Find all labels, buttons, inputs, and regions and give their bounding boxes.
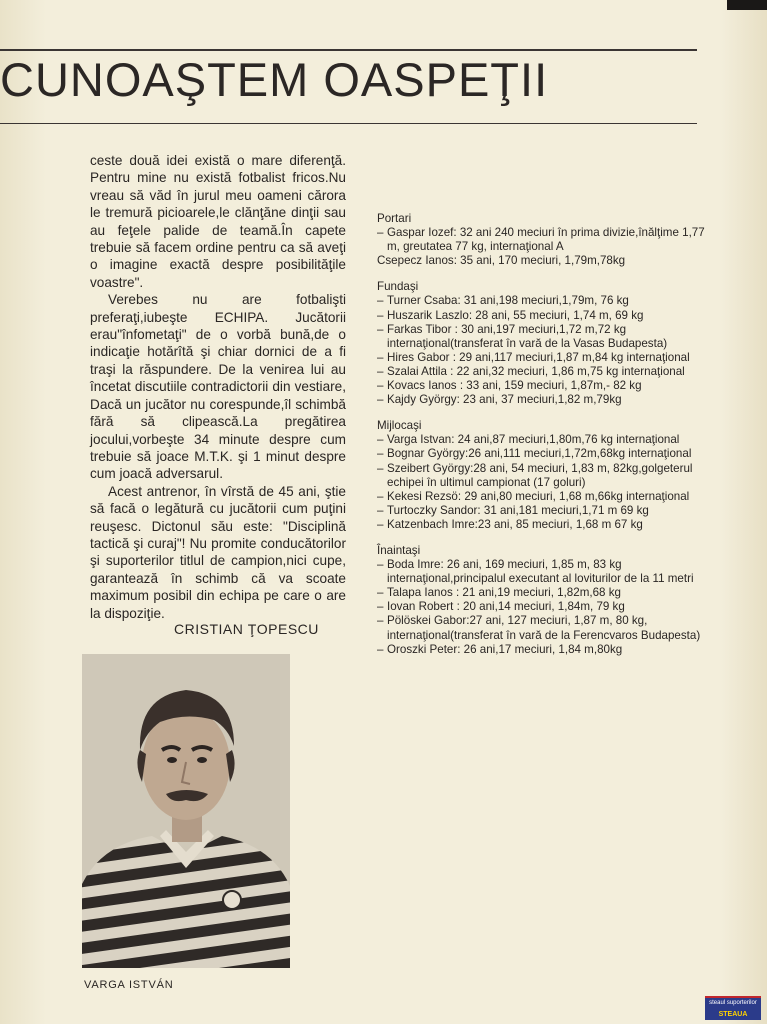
- roster-entry-text: Szalai Attila : 22 ani,32 meciuri, 1,86 m,75 kg internaţional: [387, 364, 685, 378]
- roster-entry-text: Oroszki Peter: 26 ani,17 meciuri, 1,84 m,80kg: [387, 642, 623, 656]
- player-photo: [82, 654, 290, 968]
- dash-icon: –: [377, 308, 384, 322]
- dash-icon: –: [377, 294, 384, 308]
- roster-entry-text: Bognar György:26 ani,111 meciuri,1,72m,68kg internaţional: [387, 447, 692, 461]
- article-paragraph: ceste două idei există o mare diferenţă. Pentru mine nu există fotbalist fricos.Nu vreau să văd în jurul meu oameni cărora le tremură picioarele,le clănţăne dinţii sau au feţele palide de teamă.În capete trebuie să facem ordine pentru ca să aveţi o imagine exactă despre posibilităţile voastre".: [90, 153, 346, 290]
- dash-icon: –: [377, 614, 384, 628]
- roster-entry-text: Gaspar Iozef: 32 ani 240 meciuri în prima divizie,înălţime 1,77 m, greutatea 77 kg, internaţional A: [387, 226, 705, 254]
- dash-icon: –: [377, 379, 384, 393]
- page-title: CUNOAŞTEM OASPEŢII: [0, 53, 549, 106]
- roster-entry-text: Varga Istvan: 24 ani,87 meciuri,1,80m,76 kg internaţional: [387, 433, 680, 447]
- roster-entry: [377, 643, 717, 657]
- roster-entry: [377, 294, 717, 308]
- photo-caption: VARGA ISTVÁN: [84, 979, 174, 991]
- dash-icon: –: [377, 489, 384, 503]
- roster-entry: [377, 309, 717, 323]
- roster-entry-text: Turtoczky Sandor: 31 ani,181 meciuri,1,71 m 69 kg: [387, 503, 649, 517]
- dash-icon: –: [377, 642, 384, 656]
- roster-entry: [377, 614, 717, 642]
- roster-entry-text: Hires Gabor : 29 ani,117 meciuri,1,87 m,84 kg internaţional: [387, 350, 690, 364]
- roster-section-goalkeepers: [377, 212, 717, 268]
- scan-edge: [727, 0, 767, 10]
- roster-entry: [377, 433, 717, 447]
- roster-entry: [377, 351, 717, 365]
- team-roster: [377, 212, 717, 669]
- roster-entry: [377, 558, 717, 586]
- roster-entry-text: Talapa Ianos : 21 ani,19 meciuri, 1,82m,68 kg: [387, 586, 621, 600]
- section-title: Mijlocaşi: [377, 419, 422, 433]
- watermark-line: steaul suporterilor: [709, 1000, 757, 1006]
- roster-entry-text: Csepecz Ianos: 35 ani, 170 meciuri, 1,79m,78kg: [377, 254, 626, 268]
- roster-entry: [377, 600, 717, 614]
- player-portrait-image: [82, 654, 290, 968]
- roster-entry-text: Kajdy György: 23 ani, 37 meciuri,1,82 m,79kg: [387, 393, 622, 407]
- roster-entry: [377, 393, 717, 407]
- roster-entry-text: Turner Csaba: 31 ani,198 meciuri,1,79m, 76 kg: [387, 294, 629, 308]
- dash-icon: –: [377, 503, 384, 517]
- roster-section-forwards: [377, 544, 717, 657]
- roster-entry-text: Farkas Tibor : 30 ani,197 meciuri,1,72 m,72 kg internaţional(transferat în vară de la Vasas Budapesta): [387, 322, 668, 350]
- article-body: [90, 152, 346, 622]
- article-paragraph: Acest antrenor, în vîrstă de 45 ani, ştie să facă o legătură cu jucătorii cum puţini reuşesc. Dictonul său este: "Disciplină tactică şi curaj"! Nu promite conducătorilor şi suporterilor titlul de campion,nici cupe, garantează în schimb că va scoate maximum posibil din echipa pe care o are la dispoziţie.: [90, 483, 346, 621]
- roster-entry-text: Iovan Robert : 20 ani,14 meciuri, 1,84m, 79 kg: [387, 600, 625, 614]
- roster-entry-text: Kovacs Ianos : 33 ani, 159 meciuri, 1,87m,- 82 kg: [387, 379, 642, 393]
- dash-icon: –: [377, 350, 384, 364]
- roster-entry: [377, 447, 717, 461]
- roster-entry: [377, 254, 717, 268]
- roster-section-midfielders: [377, 419, 717, 532]
- section-title: Fundaşi: [377, 280, 419, 294]
- roster-entry: [377, 365, 717, 379]
- section-title: Portari: [377, 212, 412, 225]
- dash-icon: –: [377, 461, 384, 475]
- roster-entry-text: Boda Imre: 26 ani, 169 meciuri, 1,85 m, 83 kg internaţional,principalul executant al loviturilor de la 11 metri: [387, 558, 694, 586]
- watermark-brand: STEAUA: [718, 1011, 748, 1018]
- roster-entry-text: Szeibert György:28 ani, 54 meciuri, 1,83 m, 82kg,golgeterul echipei în ultimul campionat (17 goluri): [387, 461, 693, 489]
- roster-entry: [377, 518, 717, 532]
- dash-icon: –: [377, 447, 384, 461]
- roster-entry-text: Kekesi Rezsö: 29 ani,80 meciuri, 1,68 m,66kg internaţional: [387, 489, 690, 503]
- dash-icon: –: [377, 226, 384, 240]
- dash-icon: –: [377, 322, 384, 336]
- title-bottom-rule: [0, 123, 697, 124]
- roster-entry-text: Huszarik Laszlo: 28 ani, 55 meciuri, 1,74 m, 69 kg: [387, 308, 644, 322]
- roster-entry: [377, 586, 717, 600]
- roster-entry: [377, 462, 717, 490]
- roster-entry: [377, 226, 717, 254]
- dash-icon: –: [377, 364, 384, 378]
- dash-icon: –: [377, 433, 384, 447]
- dash-icon: –: [377, 393, 384, 407]
- dash-icon: –: [377, 517, 384, 531]
- title-top-rule: [0, 49, 697, 51]
- article-author: CRISTIAN ŢOPESCU: [174, 621, 319, 637]
- watermark-logo: [705, 996, 761, 1020]
- dash-icon: –: [377, 558, 384, 572]
- roster-entry-text: Pölöskei Gabor:27 ani, 127 meciuri, 1,87 m, 80 kg, internaţional(transferat în vară de la Ferencvaros Budapesta): [387, 614, 701, 642]
- dash-icon: –: [377, 600, 384, 614]
- article-paragraph: Verebes nu are fotbalişti preferaţi,iubeşte ECHIPA. Jucătorii erau"înfometaţi" de o vorbă bună,de o indicaţie hotărîtă şi chiar dornici de a fi traşi la răspundere. De la venirea lui au încetat discutiile contradictorii din vestiare, Dacă un jucător nu corespunde,îl schimbă fără să clipească.La pregătirea jocului,vorbeşte 34 minute despre cum trebuie să joace M.T.K. şi 1 minut despre cum joacă adversarul.: [90, 292, 346, 482]
- roster-entry-text: Katzenbach Imre:23 ani, 85 meciuri, 1,68 m 67 kg: [387, 517, 643, 531]
- section-title: Înaintaşi: [377, 543, 421, 557]
- roster-entry: [377, 490, 717, 504]
- roster-section-defenders: [377, 280, 717, 407]
- roster-entry: [377, 323, 717, 351]
- roster-entry: [377, 504, 717, 518]
- roster-entry: [377, 379, 717, 393]
- dash-icon: –: [377, 586, 384, 600]
